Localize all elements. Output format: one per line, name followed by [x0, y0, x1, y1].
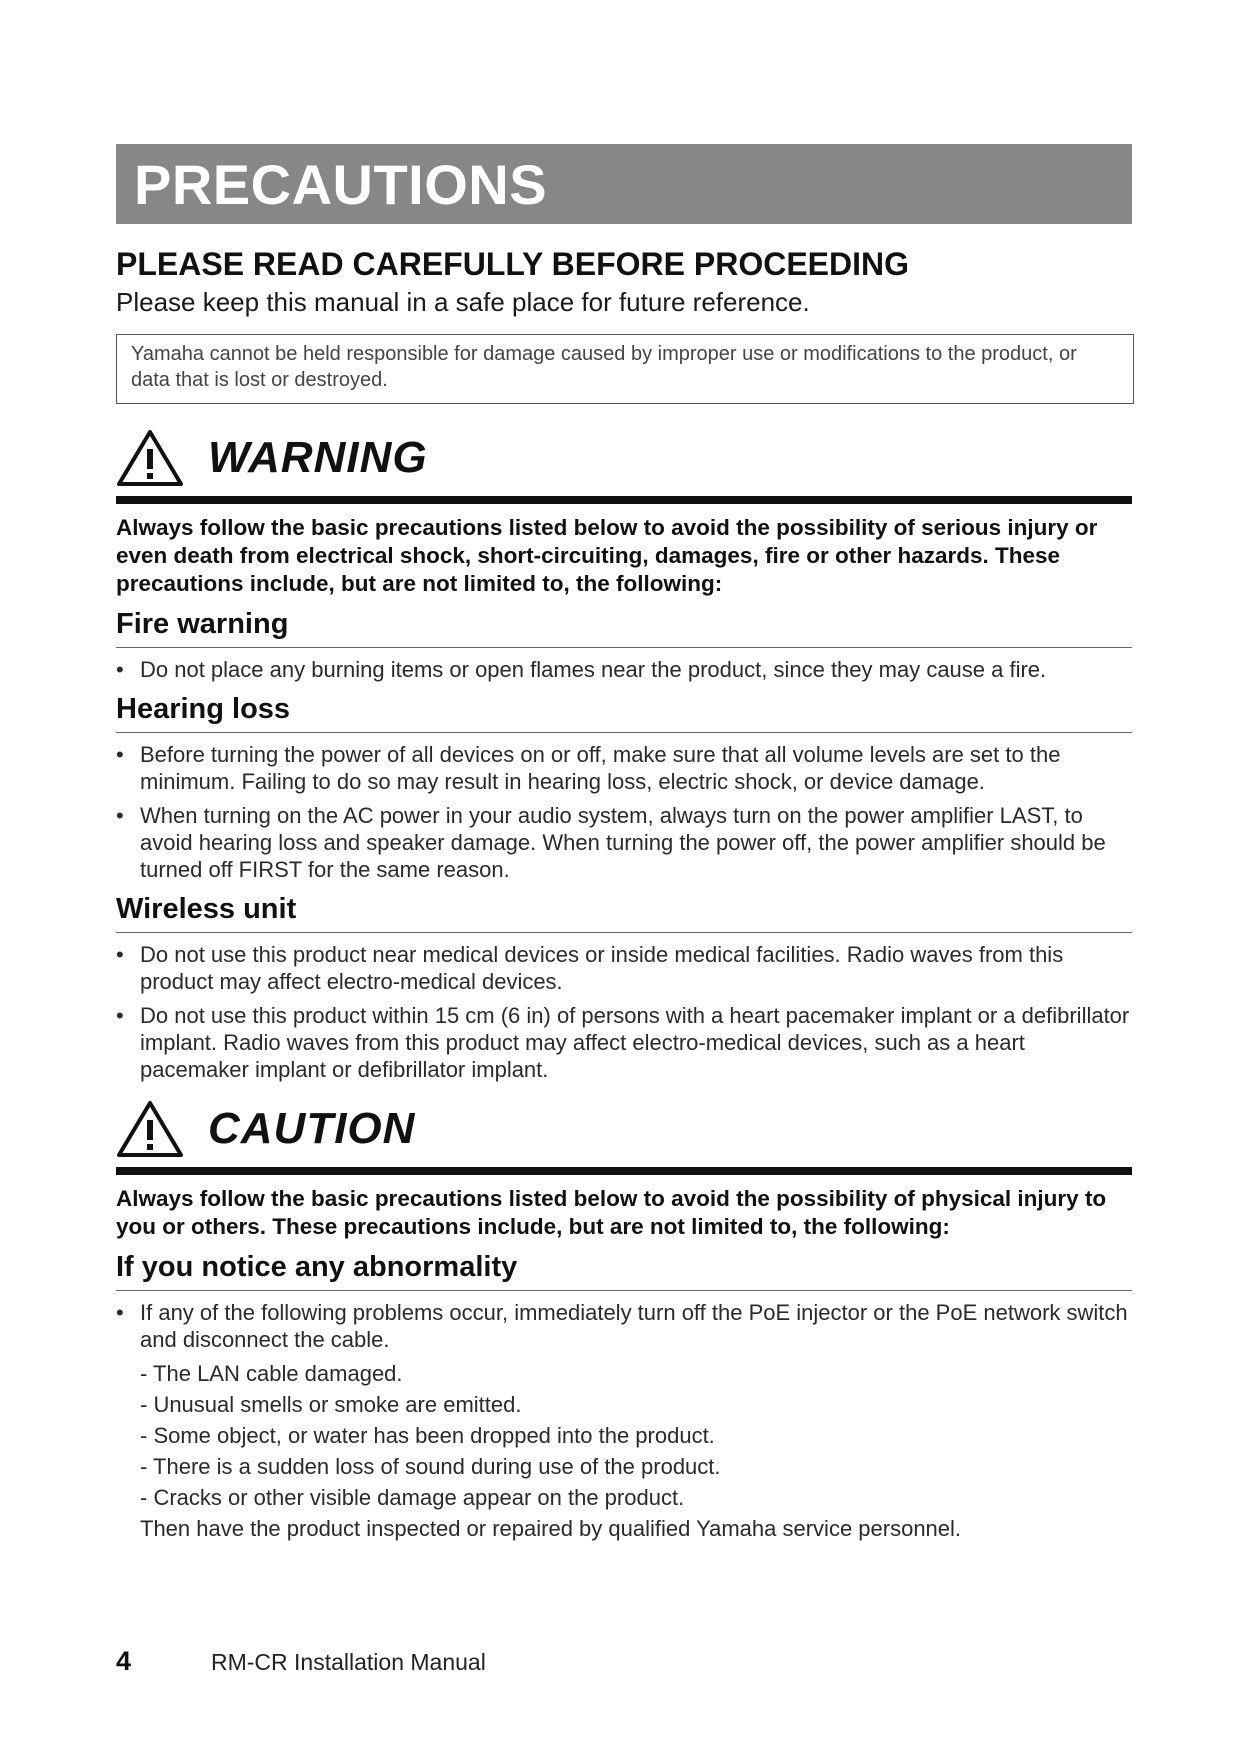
problem-item: - Some object, or water has been dropped into the product.	[140, 1423, 715, 1448]
list-item: • Before turning the power of all devices on or off, make sure that all volume levels are set to the minimum. Failing to do so may result in hearing loss, electric shock, or device damage.	[116, 742, 1061, 794]
warning-header	[116, 430, 1132, 486]
warning-label: WARNING	[208, 433, 428, 482]
caution-triangle-icon	[116, 1100, 184, 1158]
warning-rule	[116, 496, 1132, 504]
keep-manual-note: Please keep this manual in a safe place for future reference.	[116, 287, 810, 317]
manual-name: RM-CR Installation Manual	[211, 1649, 486, 1675]
list-item: • Do not use this product within 15 cm (6 in) of persons with a heart pacemaker implant or a defibrillator implant. Radio waves from this product may affect electro-medical devices, such as a heart pacemaker implant or defibrillator implant.	[116, 1003, 1130, 1082]
warning-intro: Always follow the basic precautions listed below to avoid the possibility of serious injury or even death from electrical shock, short-circuiting, damages, fire or other hazards. These precautions include, but are not limited to, the following:	[116, 515, 1098, 596]
hearing-loss-heading: Hearing loss	[116, 693, 1132, 733]
problem-item: - Unusual smells or smoke are emitted.	[140, 1392, 522, 1417]
closing-note: Then have the product inspected or repaired by qualified Yamaha service personnel.	[140, 1516, 962, 1541]
caution-label: CAUTION	[208, 1104, 416, 1153]
list-item: • When turning on the AC power in your audio system, always turn on the power amplifier LAST, to avoid hearing loss and speaker damage. When turning the power off, the power amplifier should be turned off FIRST for the same reason.	[116, 803, 1106, 882]
bullet-glyph: •	[116, 803, 124, 828]
list-item: • If any of the following problems occur, immediately turn off the PoE injector or the PoE network switch and disconnect the cable.	[116, 1300, 1128, 1352]
page-content	[116, 144, 1132, 1542]
wireless-unit-heading: Wireless unit	[116, 893, 1132, 933]
read-carefully-heading: PLEASE READ CAREFULLY BEFORE PROCEEDING	[116, 246, 909, 282]
warning-triangle-icon	[116, 429, 184, 487]
abnormality-list	[116, 1299, 1132, 1353]
bullet-glyph: •	[116, 1300, 124, 1325]
title-bar	[116, 144, 1132, 224]
page-title: PRECAUTIONS	[134, 152, 548, 216]
wireless-unit-list	[116, 941, 1132, 1083]
problem-item: - The LAN cable damaged.	[140, 1361, 403, 1386]
bullet-glyph: •	[116, 1003, 124, 1028]
list-item: • Do not place any burning items or open flames near the product, since they may cause a fire.	[116, 657, 1047, 682]
fire-warning-heading: Fire warning	[116, 608, 1132, 648]
list-item: • Do not use this product near medical devices or inside medical facilities. Radio waves from this product may affect electro-medical devices.	[116, 942, 1064, 994]
problem-item: - There is a sudden loss of sound during use of the product.	[140, 1454, 721, 1479]
caution-header	[116, 1101, 1132, 1157]
bullet-glyph: •	[116, 657, 124, 682]
fire-warning-list	[116, 656, 1132, 683]
disclaimer-box: Yamaha cannot be held responsible for damage caused by improper use or modifications to the product, or data that is lost or destroyed.	[116, 334, 1134, 404]
hearing-loss-list	[116, 741, 1132, 883]
page-footer	[116, 1646, 486, 1677]
caution-rule	[116, 1167, 1132, 1175]
bullet-glyph: •	[116, 742, 124, 767]
problem-item: - Cracks or other visible damage appear on the product.	[140, 1485, 685, 1510]
bullet-glyph: •	[116, 942, 124, 967]
abnormality-heading: If you notice any abnormality	[116, 1251, 1132, 1291]
caution-intro: Always follow the basic precautions listed below to avoid the possibility of physical injury to you or others. These precautions include, but are not limited to, the following:	[116, 1186, 1107, 1239]
page-number: 4	[116, 1646, 132, 1676]
